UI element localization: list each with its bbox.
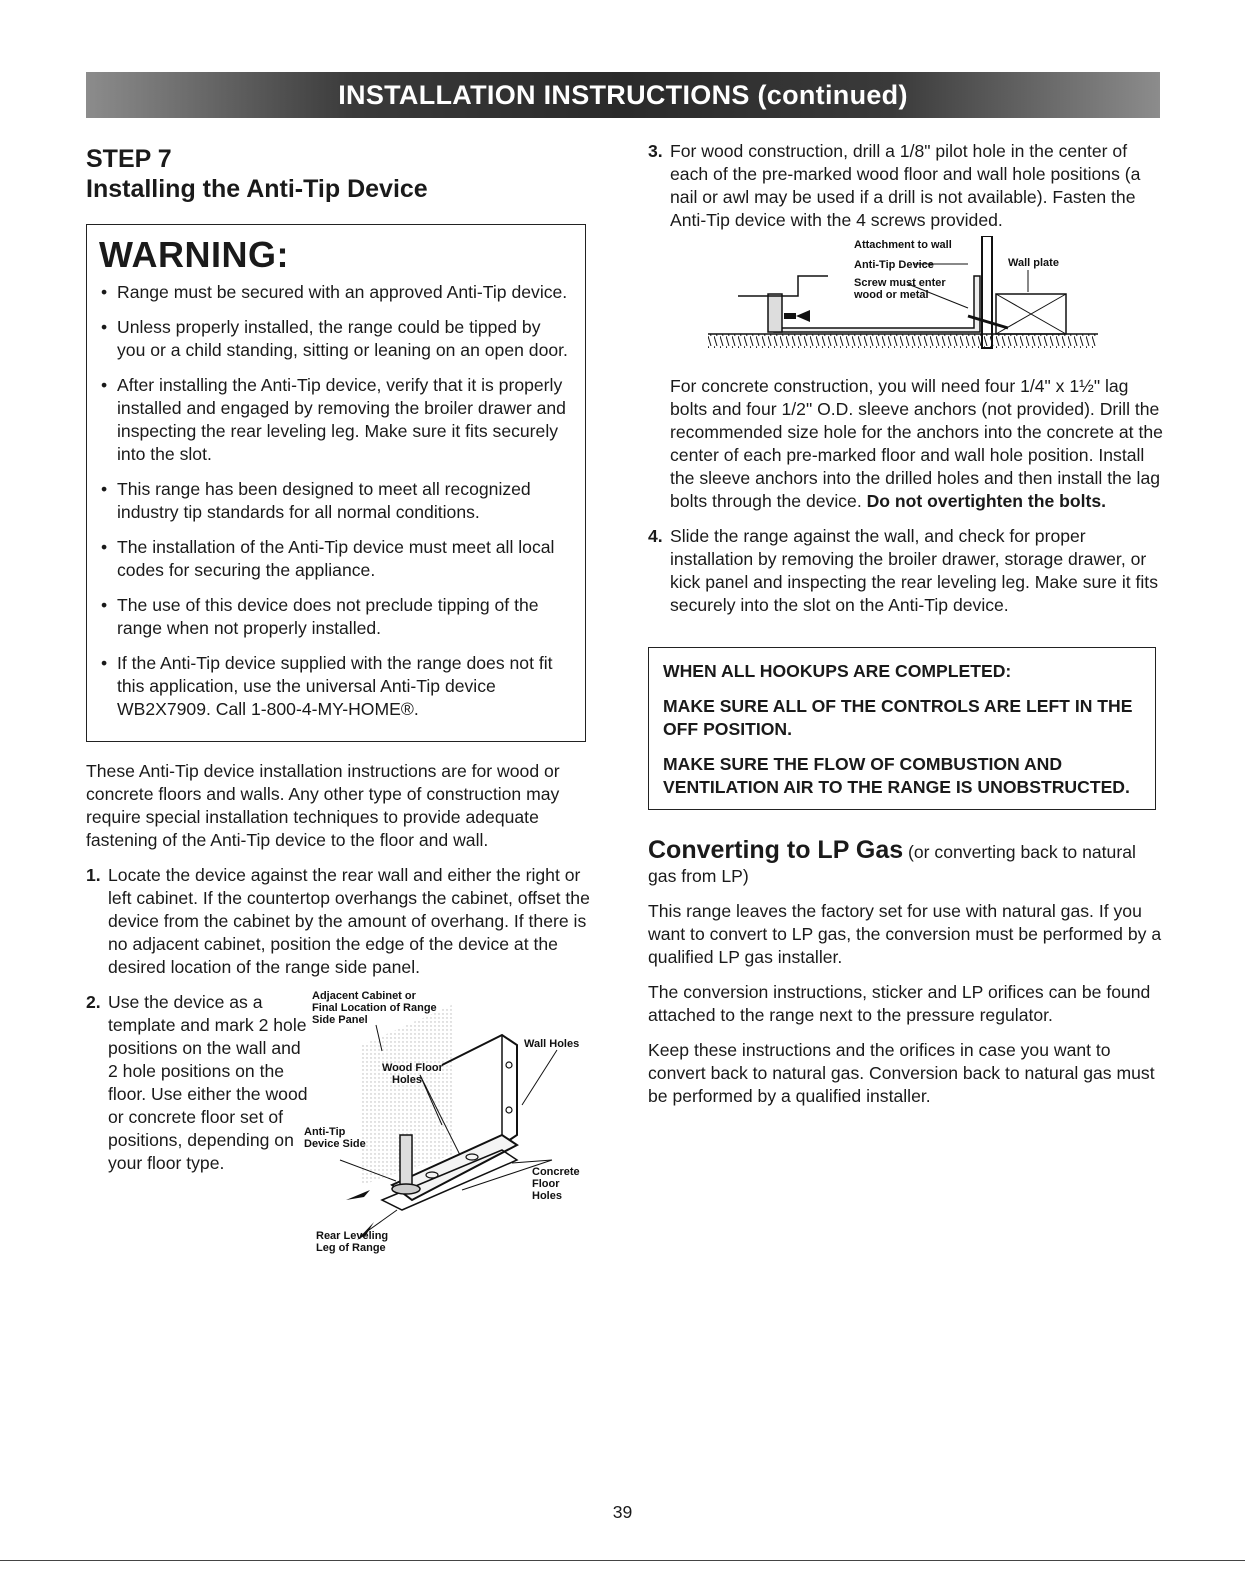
section-banner: INSTALLATION INSTRUCTIONS (continued)	[86, 72, 1160, 118]
label-rear-leveling: Rear Leveling	[316, 1230, 389, 1242]
converting-title: Converting to LP Gas	[648, 836, 904, 864]
floor	[708, 334, 1098, 348]
bottom-rule	[0, 1560, 1245, 1561]
step-title: STEP 7	[86, 145, 172, 173]
warning-title: WARNING:	[99, 234, 289, 275]
label-wall-holes: Wall Holes	[524, 1038, 580, 1050]
hookups-box	[648, 647, 1156, 810]
hookups-controls: MAKE SURE ALL OF THE CONTROLS ARE LEFT IN THE OFF POSITION.	[663, 696, 1133, 739]
intro-paragraph: These Anti-Tip device installation instructions are for wood or concrete floors and walls. Any other type of construction may require special installation techniques to provide adequate fastening of the Anti-Tip device to the floor and wall.	[86, 761, 560, 850]
step-4	[648, 525, 1168, 617]
step-number: 2.	[86, 992, 101, 1012]
label-attachment-wall: Attachment to wall	[854, 239, 952, 251]
step-number: 1.	[86, 865, 101, 885]
label-screw-must-enter: Screw must enter	[854, 277, 946, 289]
label-adjacent-cabinet: Adjacent Cabinet or	[312, 990, 416, 1002]
step-1	[86, 864, 606, 979]
converting-paragraph-1: This range leaves the factory set for use with natural gas. If you want to convert to LP gas, the conversion must be performed by a qualified LP gas installer.	[648, 901, 1162, 967]
page-number: 39	[612, 1502, 633, 1522]
step-text: Use the device as a template and mark 2 hole positions on the wall and 2 hole positions on the floor. Use either the wood or concrete floor set of positions, depending on your floor type.	[108, 992, 308, 1173]
leveling-leg	[400, 1135, 412, 1187]
concrete-text: For concrete construction, you will need four 1/4" x 1½" lag bolts and four 1/2" O.D. sleeve anchors (not provided). Drill the recommended size hole for the anchors into the concrete at the center of each pre-marked floor and wall hole position. Install the sleeve anchors into the drilled holes and then install the lag bolts through the device.	[670, 376, 1163, 511]
warning-item: • The installation of the Anti-Tip device must meet all local codes for securing the appliance.	[99, 536, 571, 582]
step-text: Locate the device against the rear wall and either the right or left cabinet. If the countertop overhangs the cabinet, offset the device from the cabinet by the amount of overhang. If there is no adjacent cabinet, position the edge of the device at the desired location of the range side panel.	[108, 865, 590, 977]
concrete-paragraph	[648, 375, 1168, 513]
warning-list	[99, 281, 571, 721]
step-number: 3.	[648, 141, 663, 161]
concrete-warning: Do not overtighten the bolts.	[866, 491, 1107, 511]
label-anti-tip-device: Anti-Tip Device	[854, 259, 934, 271]
warning-item: • Unless properly installed, the range could be tipped by you or a child standing, sitting or leaning on an open door.	[99, 316, 571, 362]
label-side-panel: Side Panel	[312, 1014, 368, 1026]
warning-item: • The use of this device does not preclude tipping of the range when not properly installed.	[99, 594, 571, 640]
right-column	[648, 140, 1168, 1120]
anti-tip-device-diagram	[302, 985, 602, 1255]
label-wall-plate: Wall plate	[1008, 257, 1059, 269]
label-wood-floor-holes: Holes	[392, 1074, 422, 1086]
step-text: For wood construction, drill a 1/8" pilot hole in the center of each of the pre-marked wood floor and wall hole positions (a nail or awl may be used if a drill is not available). Fasten the Anti-Tip device with the 4 screws provided.	[670, 141, 1141, 230]
warning-item: • Range must be secured with an approved Anti-Tip device.	[99, 281, 571, 304]
label-device-side: Device Side	[304, 1138, 366, 1150]
label-wood-or-metal: wood or metal	[854, 289, 929, 301]
warning-item: • If the Anti-Tip device supplied with the range does not fit this application, use the universal Anti-Tip device WB2X7909. Call 1-800-4-MY-HOME®.	[99, 652, 571, 721]
label-concrete-holes: Holes	[532, 1190, 562, 1202]
step-2	[86, 991, 308, 1175]
label-leg-of-range: Leg of Range	[316, 1242, 386, 1254]
step-text: Slide the range against the wall, and check for proper installation by removing the broiler drawer, storage drawer, or kick panel and inspecting the rear leveling leg. Make sure it fits securely into the slot on the Anti-Tip device.	[670, 526, 1158, 615]
converting-paragraph-3: Keep these instructions and the orifices in case you want to convert back to natural gas. Conversion back to natural gas must be performed by a qualified installer.	[648, 1040, 1155, 1106]
hookups-airflow: MAKE SURE THE FLOW OF COMBUSTION AND VENTILATION AIR TO THE RANGE IS UNOBSTRUCTED.	[663, 754, 1130, 797]
step-2-block	[86, 990, 606, 1254]
left-column	[86, 140, 606, 1254]
converting-heading	[648, 838, 1168, 888]
converting-subtitle: (or converting back to natural gas from LP)	[648, 842, 1136, 886]
label-concrete: Concrete	[532, 1166, 580, 1178]
label-anti-tip: Anti-Tip	[304, 1126, 346, 1138]
wall-attachment-diagram	[678, 236, 1098, 358]
label-final-location: Final Location of Range	[312, 1002, 437, 1014]
warning-box	[86, 224, 586, 742]
warning-item: • After installing the Anti-Tip device, verify that it is properly installed and engaged by removing the broiler drawer and inspecting the rear leveling leg. Make sure it fits securely into the slot.	[99, 374, 571, 466]
step-number: 4.	[648, 526, 663, 546]
wall	[982, 236, 992, 348]
label-concrete-floor: Floor	[532, 1178, 560, 1190]
step-3	[648, 140, 1168, 232]
warning-item: • This range has been designed to meet all recognized industry tip standards for all normal conditions.	[99, 478, 571, 524]
step-subtitle: Installing the Anti-Tip Device	[86, 175, 428, 203]
converting-paragraph-2: The conversion instructions, sticker and LP orifices can be found attached to the range next to the pressure regulator.	[648, 982, 1151, 1025]
hookups-heading: WHEN ALL HOOKUPS ARE COMPLETED:	[663, 661, 1012, 681]
label-wood-floor: Wood Floor	[382, 1062, 443, 1074]
bracket-wall-plate	[442, 1035, 517, 1145]
